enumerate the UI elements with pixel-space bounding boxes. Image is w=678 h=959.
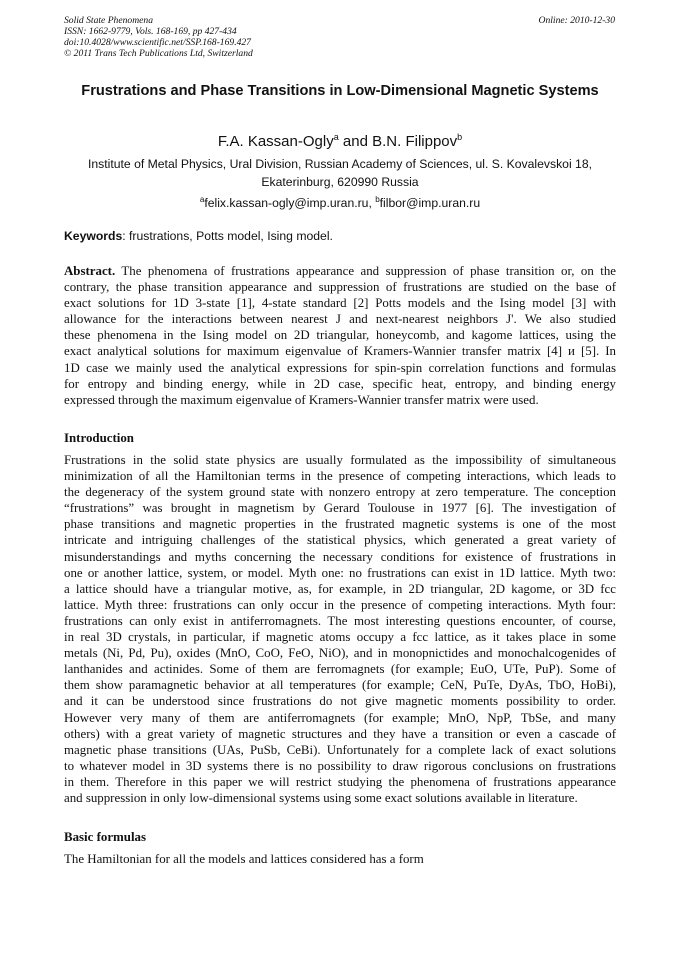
abstract-line: contrary, the phase transition appearance and suppression of frustrations are studied on the base of [64,280,616,295]
hamiltonian-intro: The Hamiltonian for all the models and lattices considered has a form [64,852,424,866]
copyright-line: © 2011 Trans Tech Publications Ltd, Switzerland [64,48,253,59]
body-line: and suppression in only low-dimensional systems using some exact solutions available in literature. [64,790,578,805]
body-line: and it can be understood since frustrations do not give magnetic moments possibility to order. [64,694,616,709]
section-heading-basic-formulas: Basic formulas [64,830,146,844]
abstract-line: these phenomena in the Ising model on 2D triangular, honeycomb, and kagome lattices, using the [64,328,616,343]
author-emails [64,192,616,211]
online-date: Online: 2010-12-30 [538,15,615,26]
abstract-line: for entropy and binding energy, while in 2D case, specific heat, entropy, and binding energy [64,376,616,391]
email-link[interactable]: filbor@imp.uran.ru [379,196,481,211]
affiliation-mark: b [457,132,463,142]
author-name: B.N. Filippov [372,133,458,150]
introduction-body [64,452,616,806]
body-line: minimization of all the Hamiltonian terms in the presence of competing interactions, which leads to [64,469,616,484]
keywords-text: : frustrations, Potts model, Ising model. [122,229,333,243]
abstract-label: Abstract. [64,264,116,278]
body-line: them show paramagnetic behavior at all temperatures (for example; CeN, PuTe, DyAs, TbO, HoBi), [64,678,616,693]
body-line: to whatever model in 3D systems there is no possibility to draw rigorous conclusions on frustrations [64,758,616,773]
body-line: “frustrations” was brought in magnetism by Gerard Toulouse in 1977 [6]. The investigation of [64,501,616,516]
abstract-line: exact analytical solutions for maximum eigenvalue of Kramers-Wannier transfer matrix [4] и [5]. In [64,344,616,359]
body-line: others) with a great variety of magnetic structures and they have a transition or even a cascade of [64,726,616,741]
body-line: a lattice should have a triangular motive, as, for example, in 2D triangular, 2D kagome, or 3D fcc [64,581,616,596]
abstract-line: 1D case we mainly used the analytical expressions for spin-spin correlation functions and formulas [64,360,616,375]
body-line: Frustrations in the solid state physics are usually formulated as the impossibility of simultaneous [64,453,616,467]
paper-title: Frustrations and Phase Transitions in Low-Dimensional Magnetic Systems [81,83,599,99]
body-line: intricate and intriguing challenges of the statistical physics, which generated a great variety of [64,533,616,548]
abstract [64,263,616,408]
body-line: frustrations can only exist in antiferromagnets. The most interesting questions encounter, of course, [64,613,616,628]
body-line: misunderstandings and myths concerning the necessary conditions for existence of frustrations in [64,549,616,564]
affiliation: Institute of Metal Physics, Ural Division, Russian Academy of Sciences, ul. S. Kovalevskoi 18, Ekaterinburg, 620990 Russia [88,157,592,189]
affiliation-mark: a [199,195,205,204]
doi-line: doi:10.4028/www.scientific.net/SSP.168-169.427 [64,37,251,48]
affiliation-mark: b [375,195,380,204]
body-line: magnetic phase transitions (UAs, PuSb, CeBi). Unfortunately for a complete lack of exact solutions [64,742,616,757]
journal-name: Solid State Phenomena [64,15,153,26]
keywords-label: Keywords [64,229,123,243]
body-line: in real 3D crystals, in particular, if magnetic atoms occupy a fcc lattice, as it takes place in some [64,630,616,645]
abstract-line: exact solutions for 1D 3-state [1], 4-state standard [2] Potts models and the Ising model [3] with [64,296,616,311]
email-link[interactable]: felix.kassan-ogly@imp.uran.ru, [204,196,376,211]
body-line: in them. Therefore in this paper we will restrict studying the phenomena of frustrations appearance [64,774,616,789]
abstract-line: Abstract. The phenomena of frustrations appearance and suppression of phase transition or, on the [64,264,616,278]
body-line: metals (Ni, Pd, Pu), oxides (MnO, CoO, FeO, NiO), and in monopnictides and monochalcogenides of [64,646,616,661]
issn-line: ISSN: 1662-9779, Vols. 168-169, pp 427-434 [64,26,237,37]
journal-header [64,15,253,59]
body-line: one or another lattice, system, or model. Myth one: no frustrations can exist in 1D lattice. Myth two: [64,565,616,580]
author-separator: and [338,133,373,150]
author-list [64,128,616,151]
section-heading-introduction: Introduction [64,431,134,445]
author-name: F.A. Kassan-Ogly [217,133,334,150]
abstract-line: expressed through the maximum eigenvalue of Kramers-Wannier transfer matrix were used. [64,392,539,407]
body-line: the degeneracy of the system ground state with nonzero entropy at zero temperature. The conception [64,485,616,500]
body-line: lanthanides and actinides. Some of them are ferromagnets (for example; EuO, UTe, PuP). Some of [64,662,616,677]
keywords [64,228,616,244]
abstract-line: allowance for the interactions between nearest J and next-nearest neighbors J'. We also studied [64,312,616,327]
body-line: However very many of them are antiferromagnets (for example; MnO, NpP, TbSe, and many [64,710,616,725]
body-line: phase transitions and magnetic properties in the frustrated magnetic systems is one of the most [64,517,616,532]
affiliation-mark: a [333,132,339,142]
body-line: lattice. Myth three: frustrations can only occur in the presence of competing interactions. Myth four: [64,597,616,612]
